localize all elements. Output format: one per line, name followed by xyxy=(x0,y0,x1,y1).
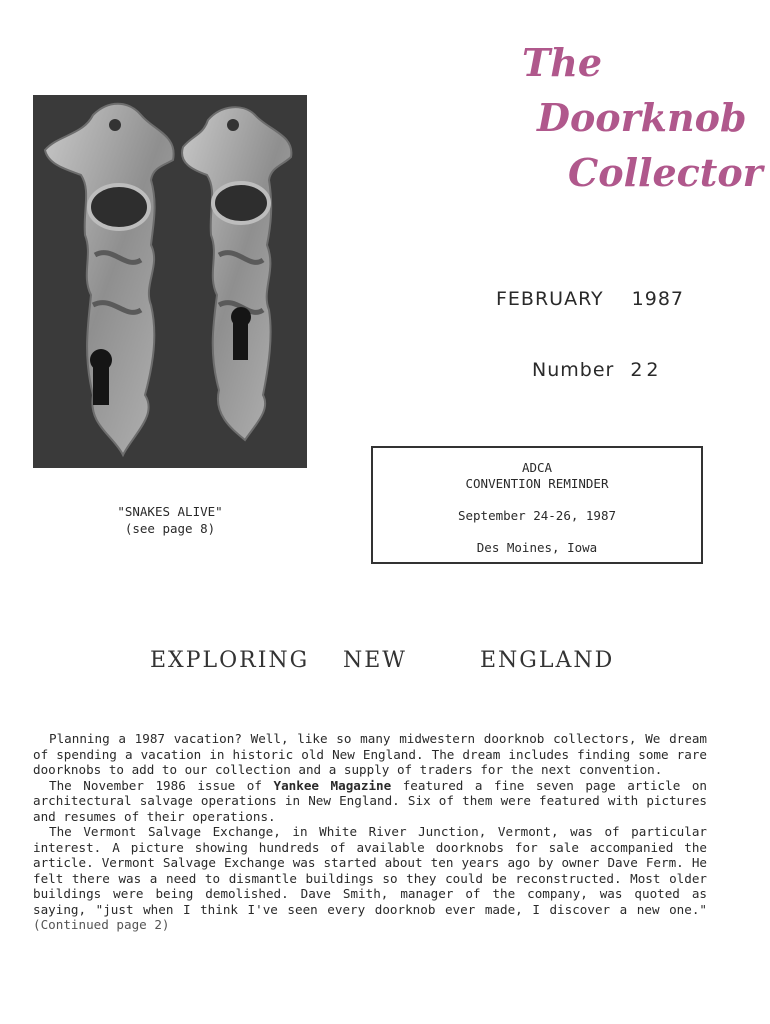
p2-after: featured a fine seven page article on architectural salvage operations in New England. Six of them were featured with pictures and resumes of their operations. xyxy=(33,777,707,824)
headline-word-1: EXPLORING xyxy=(150,648,310,673)
masthead-line-3: Collector xyxy=(568,150,763,195)
reminder-title: CONVENTION REMINDER xyxy=(465,476,609,491)
masthead-line-2: Doorknob xyxy=(537,95,747,140)
article-paragraph-1: Planning a 1987 vacation? Well, like so many midwestern doorknob collectors, We dream of spending a vacation in historic old New England. The dream includes finding some rare doorknobs to add to our collection and a supply of traders for the next convention. xyxy=(33,731,707,777)
article-paragraph-3 xyxy=(33,824,707,933)
photo-caption xyxy=(60,503,280,537)
headline-word-2: NEW xyxy=(343,648,407,673)
issue-year: 1987 xyxy=(631,288,685,310)
headline-word-3: ENGLAND xyxy=(480,648,615,673)
reminder-dates: September 24-26, 1987 xyxy=(457,508,617,523)
p3-text: The Vermont Salvage Exchange, in White River Junction, Vermont, was of particular interest. A picture showing hundreds of available doorknobs for sale accompanied the article. Vermont Salvage Exchange was started about ten years ago by owner Dave Ferm. He felt there was a need to dismantle buildings so they could be reconstructed. Most older buildings were being demolished. Dave Smith, manager of the company, was quoted as saying, "just when I think I've seen every doorknob ever made, I discover a new one." xyxy=(33,824,707,917)
p2-before: The November 1986 issue of xyxy=(49,777,274,793)
issue-date xyxy=(496,288,684,310)
masthead-line-1: The xyxy=(522,40,603,85)
issue-month: FEBRUARY xyxy=(496,288,604,310)
reminder-location: Des Moines, Iowa xyxy=(476,540,598,555)
masthead xyxy=(470,40,763,210)
article-paragraph-2 xyxy=(33,778,707,825)
reminder-org: ADCA xyxy=(521,460,553,475)
article-body xyxy=(33,731,707,933)
issue-number xyxy=(532,359,663,381)
caption-reference: (see page 8) xyxy=(124,521,216,536)
escutcheon-photo xyxy=(33,95,307,468)
issue-number-label: Number xyxy=(532,359,615,381)
convention-reminder-box xyxy=(371,446,703,564)
magazine-name: Yankee Magazine xyxy=(273,777,392,793)
issue-number-value: 22 xyxy=(630,359,663,381)
continued-note: (Continued page 2) xyxy=(33,917,170,932)
caption-title: "SNAKES ALIVE" xyxy=(117,504,223,519)
